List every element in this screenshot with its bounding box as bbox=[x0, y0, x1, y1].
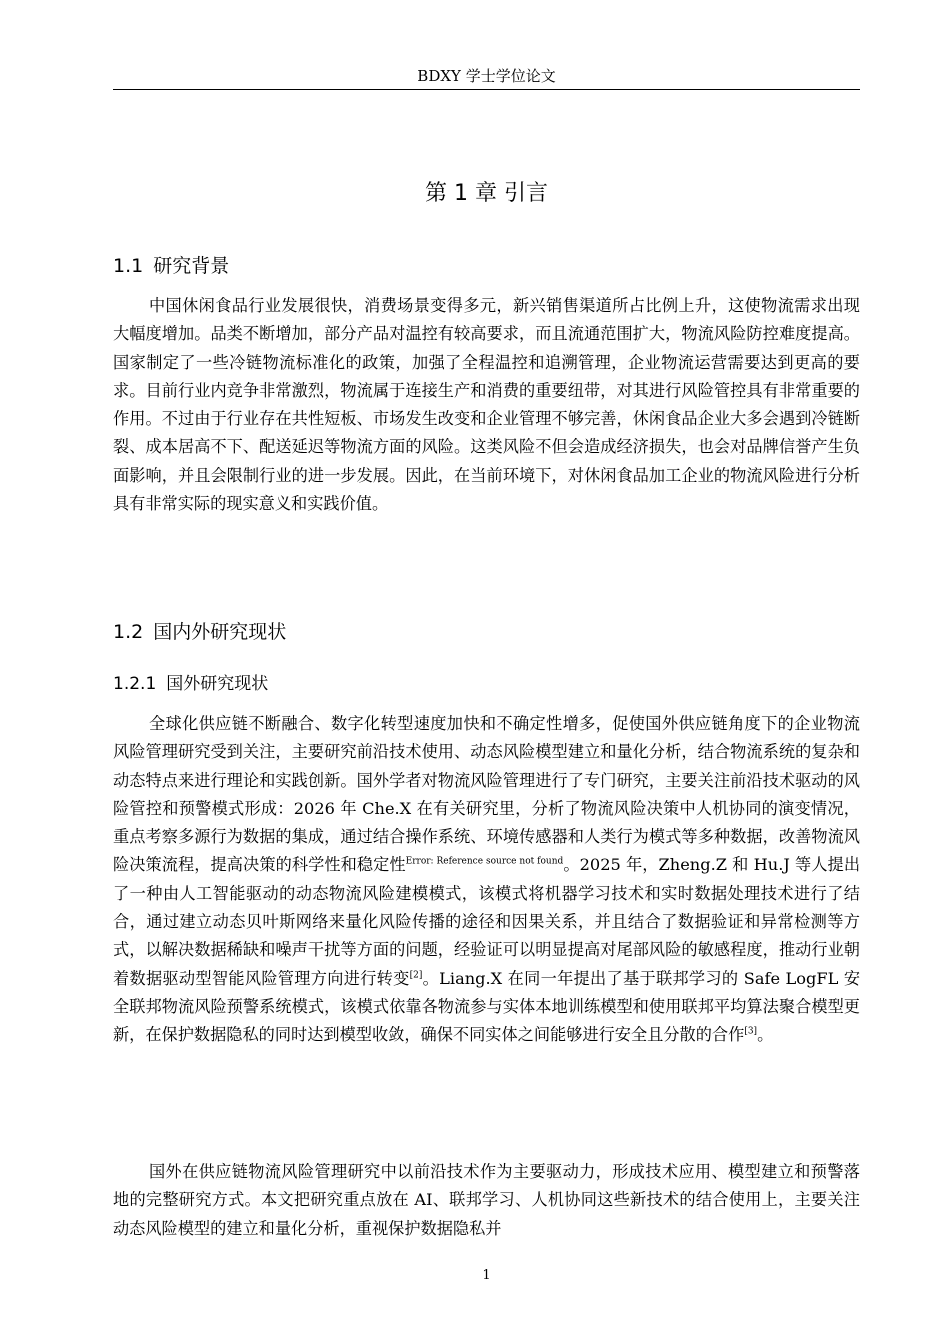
section-title: 研究背景 bbox=[153, 255, 230, 277]
subsection-number: 1.2.1 bbox=[113, 674, 157, 694]
chapter-title: 第 1 章 引言 bbox=[425, 181, 548, 206]
section-number: 1.1 bbox=[113, 255, 144, 277]
subsection-heading-1-2-1 bbox=[113, 671, 268, 697]
citation-2: [2] bbox=[409, 970, 423, 981]
subsection-title: 国外研究现状 bbox=[166, 674, 269, 694]
paragraph-text: 全球化供应链不断融合、数字化转型速度加快和不确定性增多，促使国外供应链角度下的企业物流风险管理研究受到关注，主要研究前沿技术使用、动态风险模型建立和量化分析，结合物流系统的复杂和动态特点来进行理论和实践创新。国外学者对物流风险管理进行了专门研究，主要关注前沿技术驱动的风险管控和预警模式形成：2026 年 Che.X 在有关研究里，分析了物流风险决策中人机协同的演变情况，重点考察多源行为数据的集成，通过结合操作系统、环境传感器和人类行为模式等多种数据，改善物流风险决策流程，提高决策的科学性和稳定性 bbox=[113, 714, 860, 875]
section-heading-1-1 bbox=[113, 252, 229, 280]
header-rule bbox=[113, 89, 860, 90]
running-header: BDXY 学士学位论文 bbox=[417, 67, 556, 85]
section-heading-1-2 bbox=[113, 618, 286, 646]
paragraph-foreign-research-2: 国外在供应链物流风险管理研究中以前沿技术作为主要驱动力，形成技术应用、模型建立和预警落地的完整研究方式。本文把研究重点放在 AI、联邦学习、人机协同这些新技术的结合使用上，主要关注动态风险模型的建立和量化分析，重视保护数据隐私并 bbox=[113, 1162, 860, 1238]
paragraph-foreign-research-1 bbox=[113, 710, 860, 1050]
paragraph-text: 。Liang.X 在同一年提出了基于联邦学习的 Safe LogFL 安全联邦物流风险预警系统模式，该模式依靠各物流参与实体本地训练模型和使用联邦平均算法聚合模型更新，在保护数据隐私的同时达到模型收敛，确保不同实体之间能够进行安全且分散的合作 bbox=[113, 968, 861, 1045]
paragraph-text: 。2025 年，Zheng.Z 和 Hu.J 等人提出了一种由人工智能驱动的动态物流风险建模模式，该模式将机器学习技术和实时数据处理技术进行了结合，通过建立动态贝叶斯网络来量化风险传播的途径和因果关系，并且结合了数据验证和异常检测等方式，以解决数据稀缺和噪声干扰等方面的问题，经验证可以明显提高对尾部风险的敏感程度，推动行业朝着数据驱动型智能风险管理方向进行转变 bbox=[113, 855, 861, 988]
paragraph-background: 中国休闲食品行业发展很快，消费场景变得多元，新兴销售渠道所占比例上升，这使物流需求出现大幅度增加。品类不断增加，部分产品对温控有较高要求，而且流通范围扩大，物流风险防控难度提高。国家制定了一些冷链物流标准化的政策，加强了全程温控和追溯管理，企业物流运营需要达到更高的要求。目前行业内竞争非常激烈，物流属于连接生产和消费的重要纽带，对其进行风险管控具有非常重要的作用。不过由于行业存在共性短板、市场发生改变和企业管理不够完善，休闲食品企业大多会遇到冷链断裂、成本居高不下、配送延迟等物流方面的风险。这类风险不但会造成经济损失，也会对品牌信誉产生负面影响，并且会限制行业的进一步发展。因此，在当前环境下，对休闲食品加工企业的物流风险进行分析具有非常实际的现实意义和实践价值。 bbox=[113, 296, 860, 514]
citation-error: Error: Reference source not found bbox=[405, 857, 564, 868]
citation-3: [3] bbox=[744, 1026, 758, 1037]
page-number: 1 bbox=[482, 1268, 491, 1283]
paragraph-text: 。 bbox=[757, 1025, 774, 1045]
section-title: 国内外研究现状 bbox=[153, 621, 287, 643]
section-number: 1.2 bbox=[113, 621, 144, 643]
